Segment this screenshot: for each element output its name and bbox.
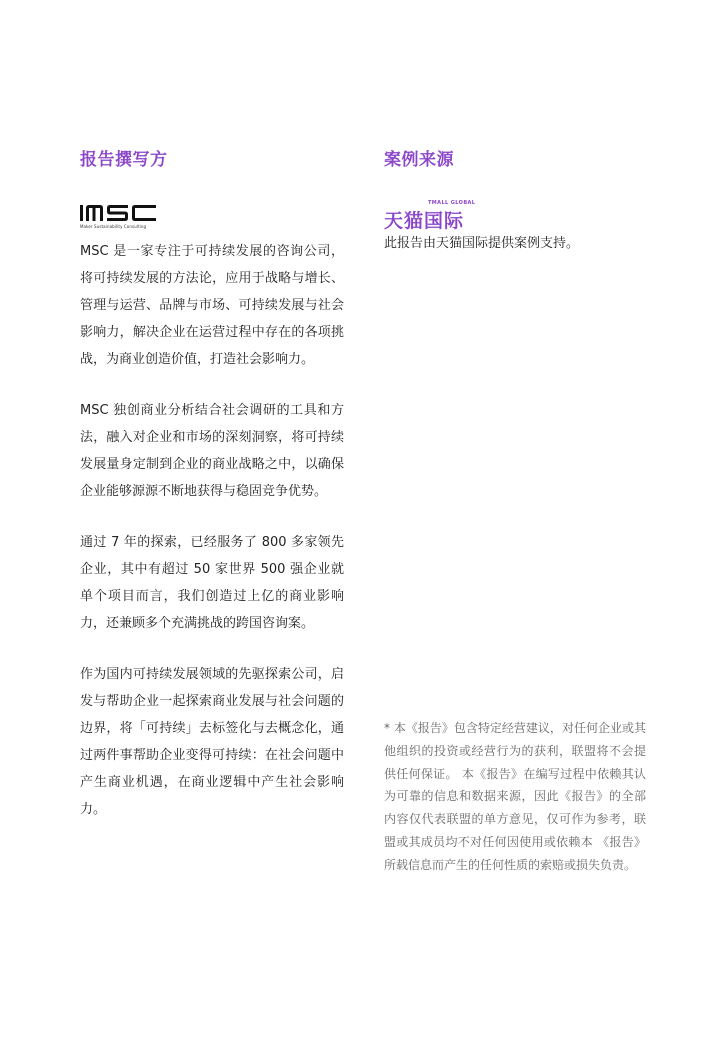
msc-logo-tagline: Maker Sustainability Consulting [80,224,147,229]
tmall-logo-subtitle: TMALL GLOBAL [428,200,476,206]
author-paragraph-1: MSC 是一家专注于可持续发展的咨询公司，将可持续发展的方法论，应用于战略与增长、管理与运营、品牌与市场、可持续发展与社会影响力，解决企业在运营过程中存在的各项挑战，为商业创造价值，打造社会影响力。 [80,244,344,367]
tmall-global-logo [384,200,648,230]
case-source-column [384,148,648,256]
msc-logo [80,204,344,232]
author-paragraph-4: 作为国内可持续发展领域的先驱探索公司，启发与帮助企业一起探索商业发展与社会问题的边界，将「可持续」去标签化与去概念化，通过两件事帮助企业变得可持续：在社会问题中产生商业机遇，在商业逻辑中产生社会影响力。 [80,667,344,817]
msc-logo-mark [80,204,156,222]
author-paragraph-2: MSC 独创商业分析结合社会调研的工具和方法，融入对企业和市场的深刻洞察，将可持续发展量身定制到企业的商业战略之中，以确保企业能够源源不断地获得与稳固竞争优势。 [80,403,344,499]
disclaimer-text: * 本《报告》包含特定经营建议，对任何企业或其他组织的投资或经营行为的获利，联盟将不会提供任何保证。 本《报告》在编写过程中依赖其认为可靠的信息和数据来源，因此《报告》的全部内容仅代表联盟的单方意见，仅可作为参考，联盟或其成员均不对任何因使用或依赖本 《报告》所载信息而产生的任何性质的索赔或损失负责。 [384,721,646,872]
tmall-logo-text: 天猫国际 [384,210,465,232]
case-support-text: 此报告由天猫国际提供案例支持。 [384,236,580,251]
case-source-heading: 案例来源 [384,150,454,170]
author-heading: 报告撰写方 [80,150,168,170]
author-column [80,148,344,823]
author-paragraph-3: 通过 7 年的探索，已经服务了 800 多家领先企业，其中有超过 50 家世界 500 强企业就单个项目而言，我们创造过上亿的商业影响力，还兼顾多个充满挑战的跨国咨询案。 [80,535,344,631]
